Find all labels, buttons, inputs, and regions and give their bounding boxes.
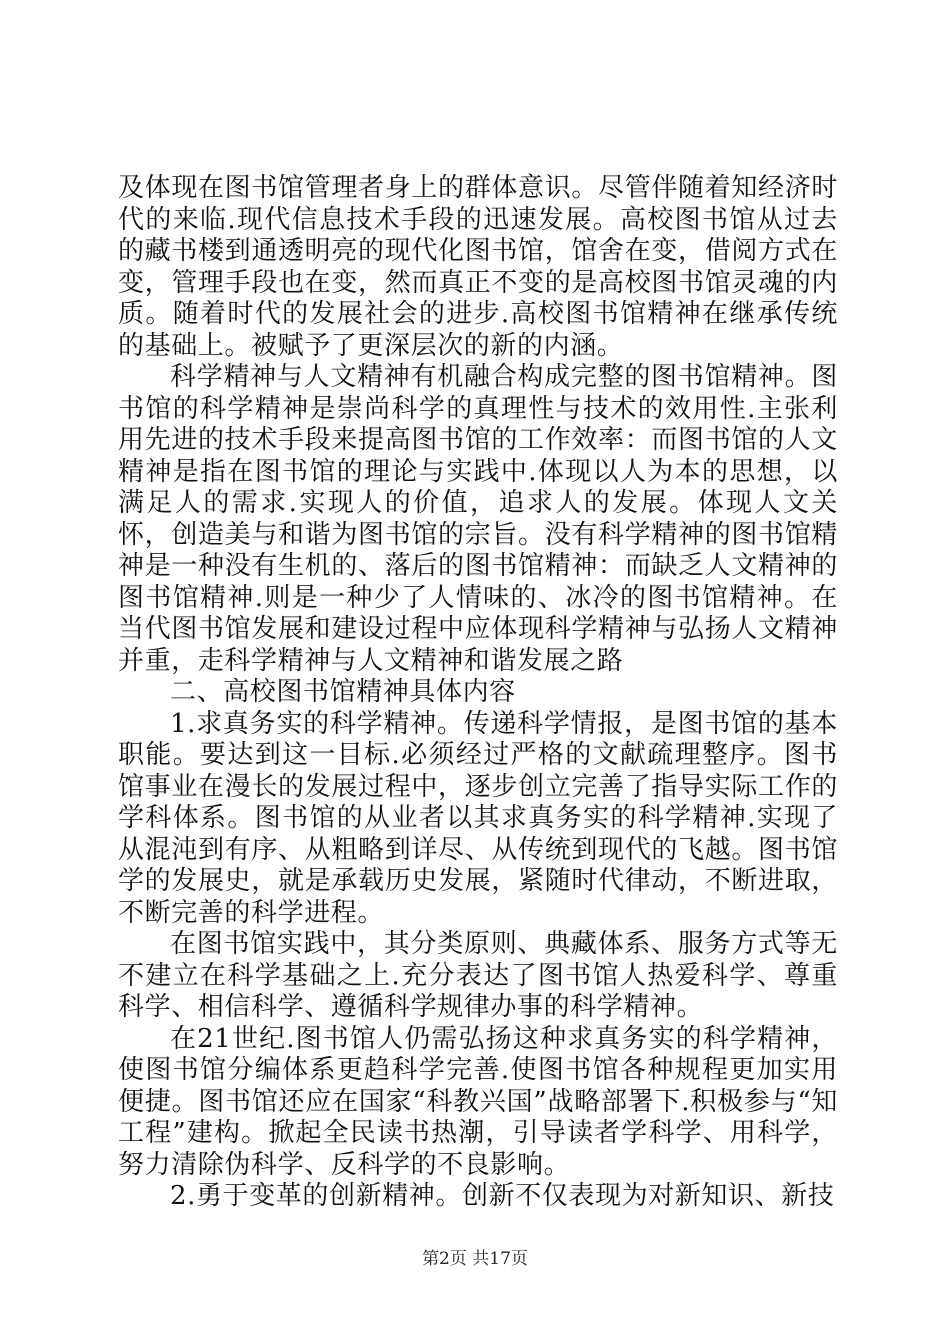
- paragraph-2: 科学精神与人文精神有机融合构成完整的图书馆精神。图书馆的科学精神是崇尚科学的真理性与技术的效用性.主张利用先进的技术手段来提高图书馆的工作效率：而图书馆的人文精神是指在图书馆的理论与实践中.体现以人为本的思想，以满足人的需求.实现人的价值，追求人的发展。体现人文关怀，创造美与和谐为图书馆的宗旨。没有科学精神的图书馆精神是一种没有生机的、落后的图书馆精神：而缺乏人文精神的图书馆精神.则是一种少了人情味的、冰冷的图书馆精神。在当代图书馆发展和建设过程中应体现科学精神与弘扬人文精神并重，走科学精神与人文精神和谐发展之路: [118, 362, 838, 676]
- paragraph-3: 1.求真务实的科学精神。传递科学情报，是图书馆的基本职能。要达到这一目标.必须经过严格的文献疏理整序。图书馆事业在漫长的发展过程中，逐步创立完善了指导实际工作的学科体系。图书馆的从业者以其求真务实的科学精神.实现了从混沌到有序、从粗略到详尽、从传统到现代的飞越。图书馆学的发展史，就是承载历史发展，紧随时代律动，不断进取，不断完善的科学进程。: [118, 708, 838, 928]
- section-heading: 二、高校图书馆精神具体内容: [170, 677, 516, 707]
- page-number-footer: 第2页 共17页: [422, 1249, 528, 1269]
- paragraph-1: 及体现在图书馆管理者身上的群体意识。尽管伴随着知经济时代的来临.现代信息技术手段的迅速发展。高校图书馆从过去的藏书楼到通透明亮的现代化图书馆，馆舍在变，借阅方式在变，管理手段也在变，然而真正不变的是高校图书馆灵魂的内质。随着时代的发展社会的进步.高校图书馆精神在继承传统的基础上。被赋予了更深层次的新的内涵。: [118, 173, 838, 361]
- document-body: [118, 173, 838, 1213]
- paragraph-5: 在21世纪.图书馆人仍需弘扬这种求真务实的科学精神，使图书馆分编体系更趋科学完善.使图书馆各种规程更加实用便捷。图书馆还应在国家“科教兴国”战略部署下.积极参与“知工程”建构。掀起全民读书热潮，引导读者学科学、用科学，努力清除伪科学、反科学的不良影响。: [118, 1023, 838, 1180]
- paragraph-4: 在图书馆实践中，其分类原则、典藏体系、服务方式等无不建立在科学基础之上.充分表达了图书馆人热爱科学、尊重科学、相信科学、遵循科学规律办事的科学精神。: [118, 929, 838, 1022]
- paragraph-6: 2.勇于变革的创新精神。创新不仅表现为对新知识、新技: [170, 1181, 835, 1211]
